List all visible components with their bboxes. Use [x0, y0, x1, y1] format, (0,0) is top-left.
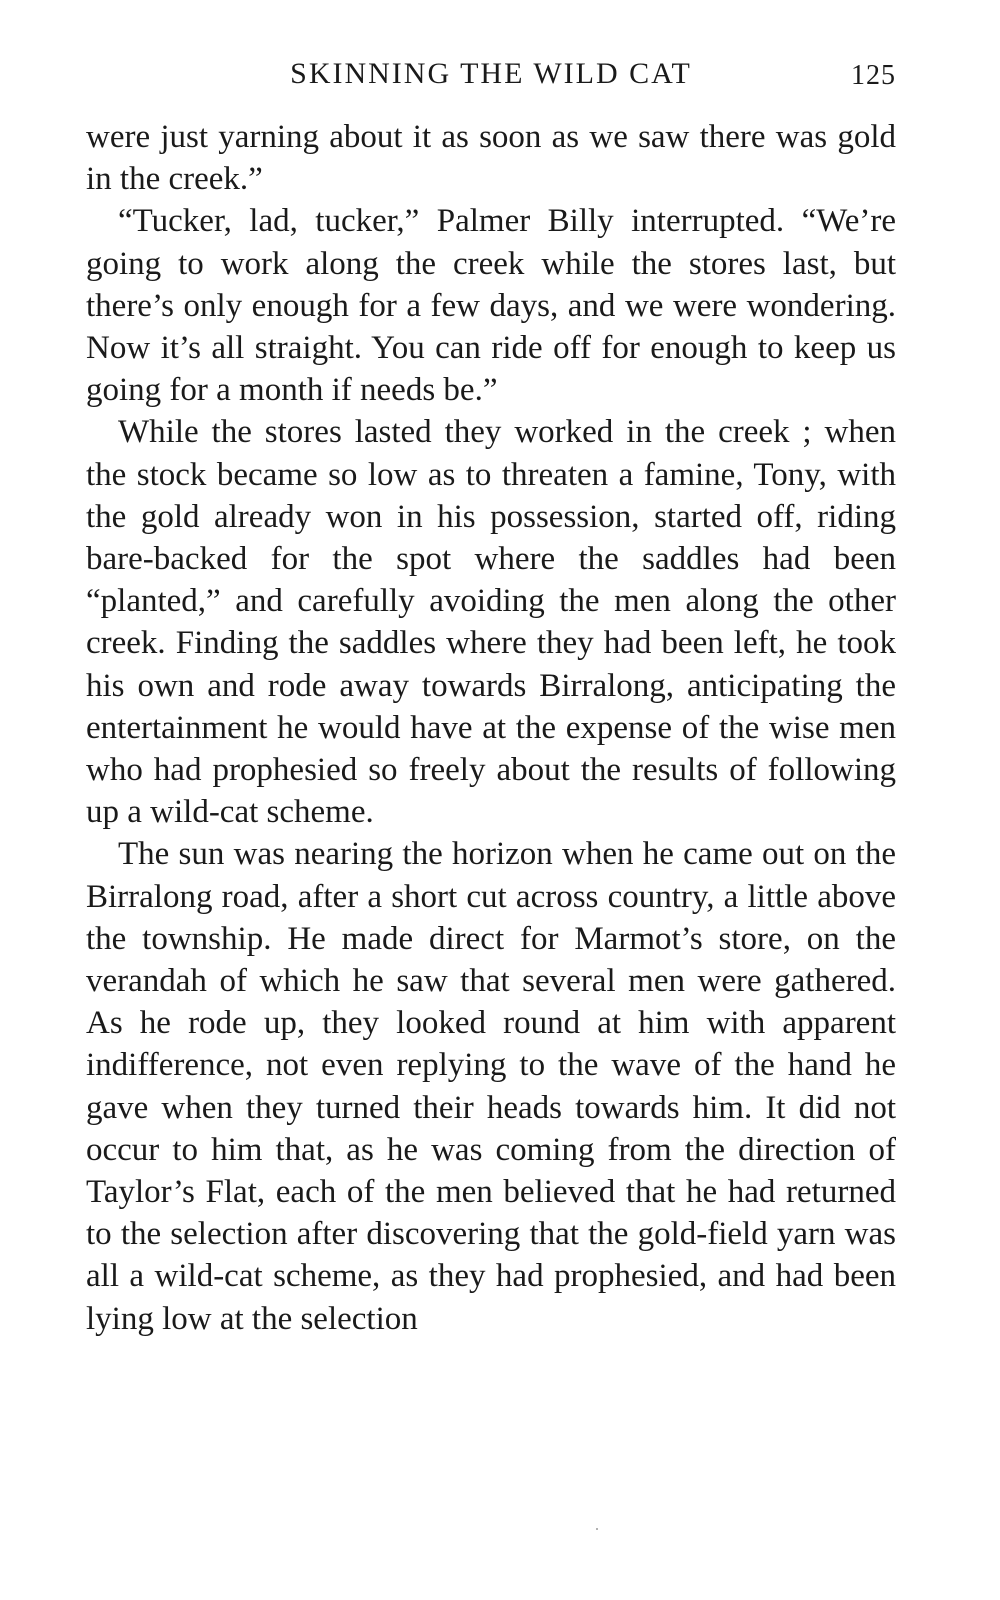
body-text	[86, 116, 896, 1340]
paragraph-stores: While the stores lasted they worked in the creek ; when the stock became so low as to threaten a famine, Tony, with the gold already won in his possession, started off, riding bare-backed for the spot where the saddles had been “planted,” and carefully avoiding the men along the other creek. Finding the saddles where they had been left, he took his own and rode away towards Birralong, anticipating the entertainment he would have at the expense of the wise men who had prophesied so freely about the results of following up a wild-cat scheme.	[86, 414, 896, 831]
running-head	[86, 54, 896, 94]
paragraph-tucker: “Tucker, lad, tucker,” Palmer Billy interrupted. “We’re going to work along the creek while the stores last, but there’s only enough for a few days, and we were wondering. Now it’s all straight. You can ride off for enough to keep us going for a month if needs be.”	[86, 203, 896, 409]
paragraph-continuation: were just yarning about it as soon as we saw there was gold in the creek.”	[86, 119, 896, 198]
paper-speck	[596, 1528, 598, 1530]
page-number: 125	[851, 60, 896, 91]
paragraph-sun: The sun was nearing the horizon when he came out on the Birralong road, after a short cut across country, a little above the township. He made direct for Marmot’s store, on the verandah of which he saw that several men were gathered. As he rode up, they looked round at him with apparent indifference, not even replying to the wave of the hand he gave when they turned their heads towards him. It did not occur to him that, as he was coming from the direction of Taylor’s Flat, each of the men believed that he had returned to the selection after discovering that the gold-field yarn was all a wild-cat scheme, as they had prophesied, and had been lying low at the selection	[86, 836, 896, 1337]
running-title: SKINNING THE WILD CAT	[290, 57, 692, 90]
